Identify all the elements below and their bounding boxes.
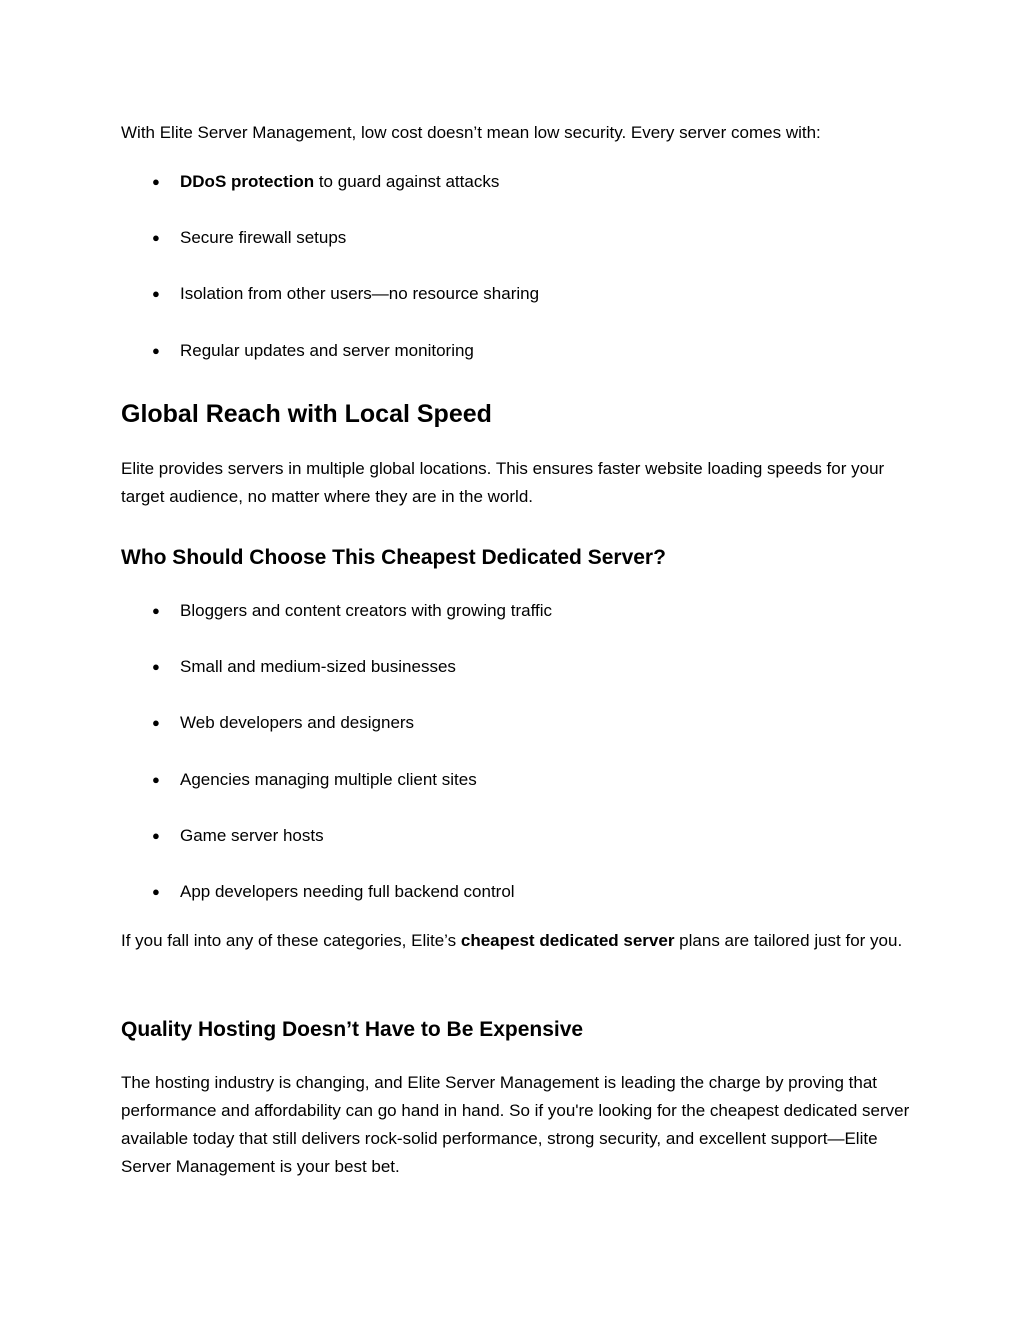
list-item-text: Small and medium-sized businesses [180,657,456,676]
section-heading-quality: Quality Hosting Doesn’t Have to Be Expensive [121,1018,584,1041]
section-heading-who: Who Should Choose This Cheapest Dedicated Server? [121,546,666,569]
bullet-icon: ● [152,230,160,245]
intro-paragraph: With Elite Server Management, low cost doesn’t mean low security. Every server comes with: [121,123,821,142]
list-item [152,768,477,792]
list-item-text: to guard against attacks [314,172,500,191]
quality-paragraph: The hosting industry is changing, and Elite Server Management is leading the charge by proving that performance and affordability can go hand in hand. So if you're looking for the cheapest dedicated server available today that still delivers rock-solid performance, strong security, and excellent support—Elite Server Management is your best bet. [121,1073,910,1176]
list-item [152,880,515,904]
list-item [152,711,414,735]
list-item [152,824,324,848]
list-item [152,170,499,194]
list-item-text: Game server hosts [180,826,324,845]
bullet-icon: ● [152,286,160,301]
list-item-text: App developers needing full backend control [180,882,515,901]
list-item-text: Regular updates and server monitoring [180,341,474,360]
list-item [152,339,474,363]
list-item-text: Agencies managing multiple client sites [180,770,477,789]
bullet-icon: ● [152,772,160,787]
bullet-icon: ● [152,603,160,618]
list-item-bold: DDoS protection [180,172,315,191]
closing-text-bold: cheapest dedicated server [460,931,675,950]
list-item-text: Secure firewall setups [180,228,347,247]
bullet-icon: ● [152,884,160,899]
list-item-text: Bloggers and content creators with growing traffic [180,601,552,620]
list-item [152,282,539,306]
bullet-icon: ● [152,343,160,358]
list-item [152,655,456,679]
closing-text-start: If you fall into any of these categories, Elite’s [121,931,461,950]
list-item [152,599,552,623]
section-heading-global: Global Reach with Local Speed [121,400,492,428]
bullet-icon: ● [152,174,160,189]
who-closing-paragraph [121,927,911,955]
closing-text-end: plans are tailored just for you. [674,931,903,950]
list-item [152,226,346,250]
list-item-text: Isolation from other users—no resource sharing [180,284,540,303]
bullet-icon: ● [152,659,160,674]
global-paragraph: Elite provides servers in multiple global locations. This ensures faster website loading speeds for your target audience, no matter where they are in the world. [121,459,885,506]
bullet-icon: ● [152,715,160,730]
bullet-icon: ● [152,828,160,843]
list-item-text: Web developers and designers [180,713,415,732]
